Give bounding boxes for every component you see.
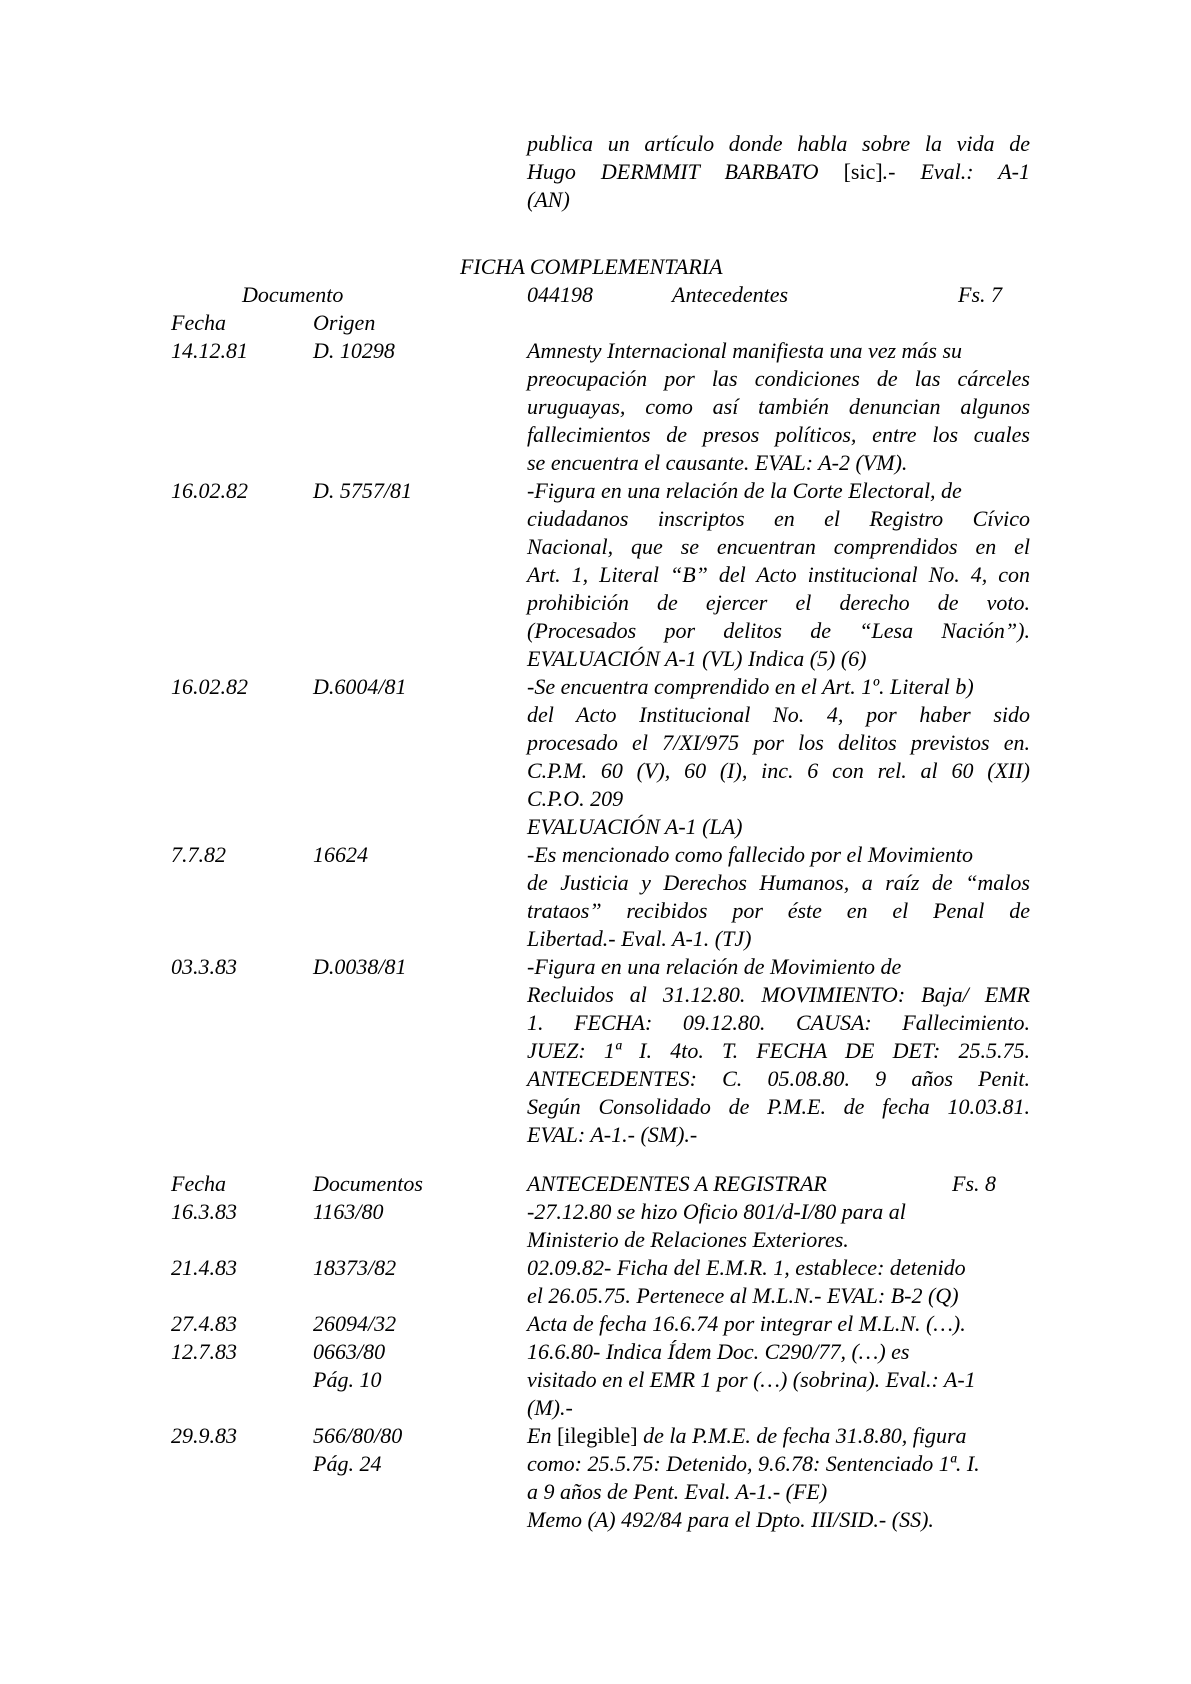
entry-origen: D. 10298 <box>313 338 395 363</box>
registrar-documentos-header: Documentos <box>313 1171 423 1196</box>
ficha-title: FICHA COMPLEMENTARIA <box>460 254 723 279</box>
entry-line: del Acto Institucional No. 4, por haber sido <box>527 702 1030 727</box>
entry-line: -Figura en una relación de la Corte Electoral, de <box>527 478 962 503</box>
entry-line: EVALUACIÓN A-1 (LA) <box>527 814 743 839</box>
registrar-doc: 1163/80 <box>313 1199 384 1224</box>
documento-number: 044198 <box>527 282 593 307</box>
entry-origen: D.6004/81 <box>313 674 407 699</box>
entry-line: -Se encuentra comprendido en el Art. 1º. Literal b) <box>527 674 974 699</box>
antecedentes-label: Antecedentes <box>672 282 789 307</box>
entry-line: (Procesados por delitos de “Lesa Nación”). <box>527 618 1030 643</box>
registrar-doc: 0663/80 <box>313 1339 386 1364</box>
registrar-page: Pág. 10 <box>313 1367 382 1392</box>
intro-text: (AN) <box>527 187 570 212</box>
entry-line: preocupación por las condiciones de las cárceles <box>527 366 1030 391</box>
registrar-fecha: 27.4.83 <box>171 1311 237 1336</box>
illegible-marker: [ilegible] <box>556 1423 638 1448</box>
registrar-line: Memo (A) 492/84 para el Dpto. III/SID.- (SS). <box>527 1507 934 1532</box>
registrar-description <box>527 1422 1030 1534</box>
entry-line: prohibición de ejercer el derecho de voto. <box>527 590 1030 615</box>
registrar-folio: Fs. 8 <box>952 1171 996 1196</box>
entry-fecha: 03.3.83 <box>171 954 237 979</box>
registrar-fecha: 16.3.83 <box>171 1199 237 1224</box>
entry-line: C.P.M. 60 (V), 60 (I), inc. 6 con rel. al 60 (XII) <box>527 758 1030 783</box>
entry-fecha: 16.02.82 <box>171 674 248 699</box>
registrar-doc: 18373/82 <box>313 1255 397 1280</box>
entry-line: uruguayas, como así también denuncian algunos <box>527 394 1030 419</box>
intro-text: Hugo DERMMIT BARBATO <box>527 159 844 184</box>
entry-line: -Es mencionado como fallecido por el Movimiento <box>527 842 974 867</box>
registrar-doc: 566/80/80 <box>313 1423 403 1448</box>
registrar-fecha-header: Fecha <box>171 1171 226 1196</box>
intro-text: .- Eval.: A-1 <box>882 159 1030 184</box>
registrar-fecha: 21.4.83 <box>171 1255 237 1280</box>
entry-line: Nacional, que se encuentran comprendidos en el <box>527 534 1030 559</box>
registrar-text: de la P.M.E. de fecha 31.8.80, figura <box>637 1423 967 1448</box>
registrar-text: En <box>527 1423 557 1448</box>
entry-line: ANTECEDENTES: C. 05.08.80. 9 años Penit. <box>527 1066 1030 1091</box>
entry-line: -Figura en una relación de Movimiento de <box>527 954 902 979</box>
entry-line: C.P.O. 209 <box>527 786 624 811</box>
registrar-line: (M).- <box>527 1395 573 1420</box>
entry-fecha: 7.7.82 <box>171 842 226 867</box>
fecha-column-header: Fecha <box>171 310 226 335</box>
registrar-doc: 26094/32 <box>313 1311 397 1336</box>
entry-line: Art. 1, Literal “B” del Acto institucional No. 4, con <box>527 562 1030 587</box>
intro-text: publica un artículo donde habla sobre la vida de <box>527 131 1030 156</box>
registrar-line: a 9 años de Pent. Eval. A-1.- (FE) <box>527 1479 828 1504</box>
registrar-fecha: 12.7.83 <box>171 1339 237 1364</box>
registrar-line: el 26.05.75. Pertenece al M.L.N.- EVAL: B-2 (Q) <box>527 1283 959 1308</box>
intro-line <box>527 186 1030 214</box>
registrar-page: Pág. 24 <box>313 1451 382 1476</box>
registrar-description <box>527 1338 1030 1422</box>
entry-description <box>527 673 1030 841</box>
entry-line: JUEZ: 1ª I. 4to. T. FECHA DE DET: 25.5.75. <box>527 1038 1030 1063</box>
entry-line: Recluidos al 31.12.80. MOVIMIENTO: Baja/ EMR <box>527 982 1030 1007</box>
entry-line: EVALUACIÓN A-1 (VL) Indica (5) (6) <box>527 646 867 671</box>
registrar-line <box>527 1422 1030 1450</box>
registrar-line: -27.12.80 se hizo Oficio 801/d-I/80 para al <box>527 1199 906 1224</box>
entry-fecha: 16.02.82 <box>171 478 248 503</box>
entry-description <box>527 841 1030 953</box>
registrar-line: 02.09.82- Ficha del E.M.R. 1, establece: detenido <box>527 1255 966 1280</box>
registrar-line: Acta de fecha 16.6.74 por integrar el M.L.N. (…). <box>527 1311 966 1336</box>
intro-line <box>527 130 1030 158</box>
entry-origen: D. 5757/81 <box>313 478 412 503</box>
entry-line: Amnesty Internacional manifiesta una vez más su <box>527 338 963 363</box>
entry-line: EVAL: A-1.- (SM).- <box>527 1122 698 1147</box>
entry-line: procesado el 7/XI/975 por los delitos previstos en. <box>527 730 1030 755</box>
registrar-description <box>527 1310 1030 1338</box>
entry-description <box>527 953 1030 1149</box>
entry-line: Libertad.- Eval. A-1. (TJ) <box>527 926 752 951</box>
registrar-description <box>527 1198 1030 1254</box>
entry-line: Según Consolidado de P.M.E. de fecha 10.03.81. <box>527 1094 1030 1119</box>
entry-fecha: 14.12.81 <box>171 338 248 363</box>
entry-line: trataos” recibidos por éste en el Penal de <box>527 898 1030 923</box>
documento-label: Documento <box>242 282 344 307</box>
intro-line <box>527 158 1030 186</box>
registrar-line: como: 25.5.75: Detenido, 9.6.78: Sentenciado 1ª. I. <box>527 1451 980 1476</box>
folio-label: Fs. 7 <box>958 282 1002 307</box>
registrar-line: 16.6.80- Indica Ídem Doc. C290/77, (…) es <box>527 1339 910 1364</box>
entry-line: se encuentra el causante. EVAL: A-2 (VM). <box>527 450 908 475</box>
entry-origen: D.0038/81 <box>313 954 407 979</box>
entry-line: 1. FECHA: 09.12.80. CAUSA: Fallecimiento. <box>527 1010 1030 1035</box>
registrar-line: Ministerio de Relaciones Exteriores. <box>527 1227 849 1252</box>
entry-line: de Justicia y Derechos Humanos, a raíz de “malos <box>527 870 1030 895</box>
entry-origen: 16624 <box>313 842 368 867</box>
registrar-title: ANTECEDENTES A REGISTRAR <box>527 1171 827 1196</box>
entry-description <box>527 337 1030 477</box>
registrar-line: visitado en el EMR 1 por (…) (sobrina). Eval.: A-1 <box>527 1367 976 1392</box>
origen-column-header: Origen <box>313 310 376 335</box>
registrar-description <box>527 1254 1030 1310</box>
registrar-fecha: 29.9.83 <box>171 1423 237 1448</box>
entry-line: fallecimientos de presos políticos, entre los cuales <box>527 422 1030 447</box>
intro-paragraph <box>527 130 1030 214</box>
entry-description <box>527 477 1030 673</box>
sic-marker: [sic] <box>843 159 883 184</box>
entry-line: ciudadanos inscriptos en el Registro Cívico <box>527 506 1030 531</box>
